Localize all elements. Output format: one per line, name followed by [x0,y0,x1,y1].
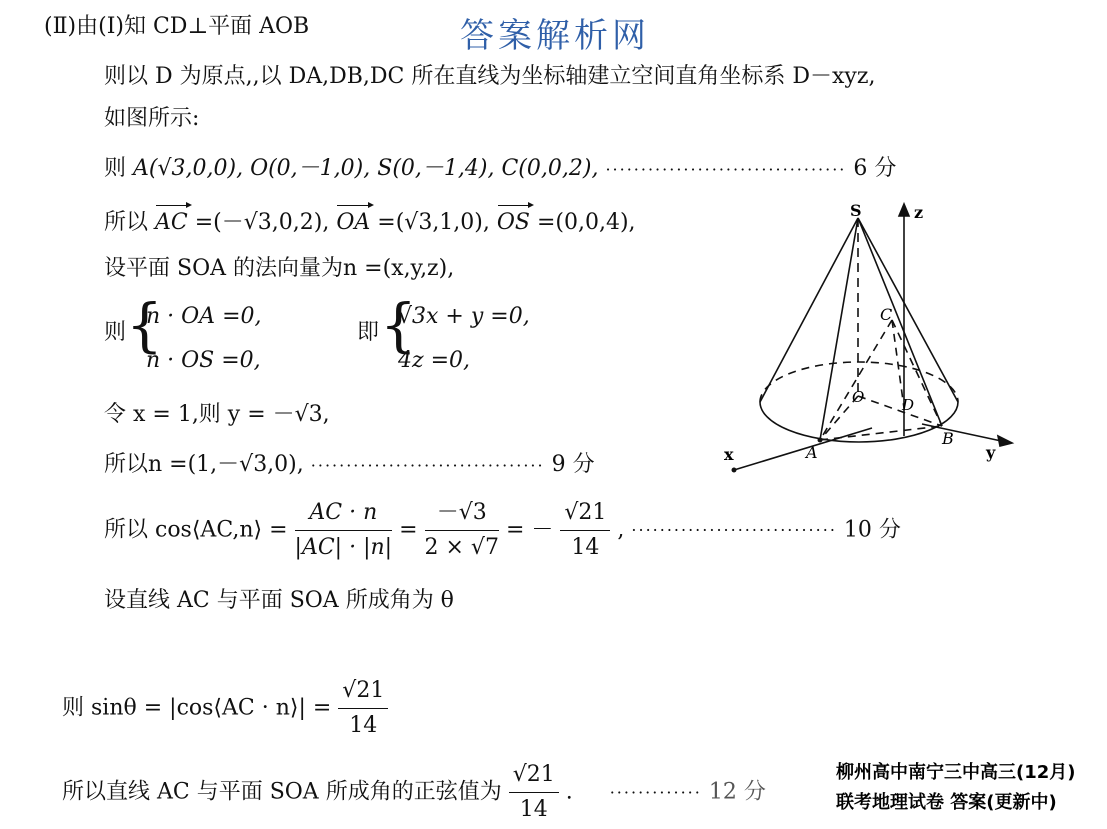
sin-line [62,676,388,741]
figure-ref-line: 如图所示: [104,106,200,131]
sin-fraction [338,676,388,741]
label-o: O [852,388,865,406]
y-arrow-icon [998,436,1012,446]
label-b: B [942,429,954,448]
cos-frac1-den: |AC| · |n| [294,535,393,560]
cos-frac2-den: 2 × √7 [424,535,499,560]
final-fraction [509,760,559,825]
leader-dots: ····························· [631,520,837,540]
cone-base-front [760,402,958,442]
vector-ac-value: =(－√3,0,2), [194,210,330,235]
cone-figure [722,196,1022,486]
system-eq1: n · OA =0, [146,304,262,329]
cos-frac3-den: 14 [571,535,600,560]
label-x: x [724,445,734,464]
normal-vector-line: 设平面 SOA 的法向量为n =(x,y,z), [104,256,455,281]
label-c: C [880,305,893,324]
cone-side-right [858,218,958,402]
header-line: (Ⅱ)由(Ⅰ)知 CD⊥平面 AOB [44,14,310,39]
system-eq2: n · OS =0, [146,348,261,373]
score-6: 6 分 [853,156,897,181]
point-a: A(√3,0,0), [133,156,244,181]
label-s: S [850,201,862,220]
vector-os-label: OS [496,210,530,235]
let-line: 令 x = 1,则 y = －√3, [104,402,330,427]
point-s: S(0,－1,4), [377,156,495,181]
cos-lead: 所以 cos⟨AC,n⟩ = [104,517,288,543]
label-z: z [914,203,924,222]
right-brace: { [380,291,417,359]
cos-frac1-num: AC · n [295,498,393,531]
vector-ac-label: AC [155,210,188,235]
vector-os-value: =(0,0,4), [536,210,636,235]
segment-sa [820,218,858,440]
system-ji: 即 [357,320,380,345]
label-y: y [986,443,996,462]
score-9: 9 分 [551,452,595,477]
leader-dots: ································· [310,456,545,475]
label-d: D [902,396,915,414]
cos-fraction-2 [425,498,499,563]
caption-line-1: 柳州高中南宁三中高三(12月) [836,762,1076,783]
watermark: 答案解析网 [460,16,650,56]
point-a-dot [818,438,823,443]
vector-oa-value: =(√3,1,0), [377,210,490,235]
system-eq3: √3x + y =0, [398,304,530,329]
system-lead: 则 [104,320,127,345]
points-lead: 则 [104,156,127,181]
cos-frac3-num: √21 [560,498,610,531]
vectors-line [104,210,636,236]
vectors-lead: 所以 [104,210,149,235]
coordinate-setup-line: 则以 D 为原点,,以 DA,DB,DC 所在直线为坐标轴建立空间直角坐标系 D－xyz, [104,64,876,89]
final-frac-den: 14 [519,797,548,822]
label-a: A [806,443,818,462]
sin-frac-den: 14 [349,713,378,738]
segment-sb [858,218,942,426]
angle-def-line: 设直线 AC 与平面 SOA 所成角为 θ [104,588,454,613]
caption-line-2: 联考地理试卷 答案(更新中) [836,792,1057,813]
point-o: O(0,－1,0), [250,156,371,181]
final-line: 所以直线 AC 与平面 SOA 所成角的正弦值为 $\frac{√21}{14}$ . ············· 12 分 [62,760,766,825]
sin-lead: 则 sinθ = |cos⟨AC · n⟩| = [62,695,332,721]
cone-side-left [760,218,858,402]
cos-fraction-3 [560,498,610,563]
point-c: C(0,0,2), [501,156,599,181]
leader-dots: ············· [609,782,702,802]
points-line [104,156,896,183]
n-result: 所以n =(1,－√3,0), [104,452,304,477]
z-arrow-icon [899,204,909,216]
point-x-dot [732,468,737,473]
cos-frac2-num: －√3 [425,498,499,531]
final-frac-num: √21 [509,760,559,793]
system-eq4: 4z =0, [398,348,471,373]
left-brace: { [126,291,163,359]
vector-oa-label: OA [336,210,371,235]
score-10: 10 分 [843,517,901,543]
cos-fraction-1 [295,498,393,563]
final-text: 所以直线 AC 与平面 SOA 所成角的正弦值为 [62,779,502,805]
n-result-line [104,452,595,479]
leader-dots: ·································· [605,160,847,179]
score-12: 12 分 [708,779,766,805]
sin-frac-num: √21 [338,676,388,709]
cos-line: 所以 cos⟨AC,n⟩ = $\frac{AC \cdot n}{|AC| \cdot |n|}$ = $\frac{-√3}{2 \times √7}$ = － $\frac{√21}{14}$ , ····························· 10 分 [104,498,901,563]
